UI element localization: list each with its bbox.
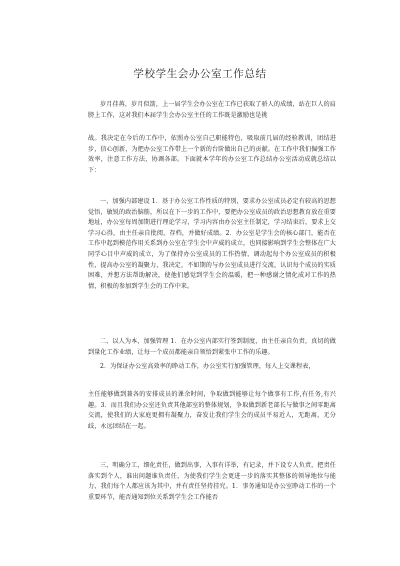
document-title: 学校学生会办公室工作总结: [133, 68, 267, 80]
paragraph-section-2-cont: 主任能够做到兼各的安排成员的课余时间，争取做到能够让每个做事有工作,有任务,有兴趣。3．而且我们办公室还负责其他部室的整体规划，争取做到新老部长与做事之间零距离交流，使我们的大家庭更拥有凝聚力，奋发让我们学生会的成员平易近人，无距离，无分歧，永远团结在一起。: [88, 391, 336, 430]
paragraph-section-3: 三、明确分工，细化责任，做到出事，入事有详举，有记录，并下设专人负责，把责任落实到个人，谁出问题谁负责任，为使我们学生会更进一步的落实其整体的领导地位与能力，我们每个人都应该为其中，并有责任坚持挂究。1．事务通知是办公室睁动工作的一个重要环节，能否通知到位关系到学生会工作能否: [88, 462, 336, 501]
paragraph-section-2-item-2: 2．为保证办公室高效率的睁动工作，办公室实行加强管理，每人上交课程表，: [100, 363, 315, 370]
paragraph-intro: 岁月荏苒，岁月似箭，上一届学生会办公室在工作已获取了骄人的成绩，站在巨人的肩膀上工作，这对我们本届学生会办公室主任的工作既是激励也是挑: [88, 101, 336, 119]
paragraph-intro-cont: 战。我决定在今后的工作中，依照办公室自己职能特色，吸取前几届的经验教训，团结进步，信心创新，为把办公室工作带上一个新的台阶做出自己的贡献。在工作中我们倔强工作效率，注意工作方法，协调各部。下面就本学年的办公室工作总结办公室活动成就总结以下：: [88, 135, 336, 174]
paragraph-section-1: 一、加强内部建设 1．基于办公室工作性质的特别，要求办公室成员必定有较高的思想觉悟，敏锐的政治脑筋，所以在下一步的工作中，要把办公室成员的政治思想教育放在重要地址，办公室每周加期进行理论学习，学习内容由办公室主任制定，学习结束后，要求上交学习心得，由主任亲自批阅，存档，并做好成绩。2．办公室是学生会的核心部门，能否在工作中起到模范作用关系到办公室在学生会中声威的成立，也同接影响到学生会整体在广大同学心目中声威的成立，为了保持办公室成员的工作热情，调动起每个办公室成员的积极性，提高办公室的凝聚力，我决定，不如期的与办公室成员进行交流，认识每个成员的实质困难，并想方法帮助解决，使他们感觉到学生会的温暖，把一种感谢之情化成对工作的热情，积极的参加到学生会的工作中来。: [88, 198, 336, 290]
paragraph-section-2: 二、以人为本，加强管理 1．在办公室内部实行签到制度，由主任亲自负责，真切的做到量化工作业绩，让每一个成员都能亲自领悟到紧张中工作的乐趣。: [88, 338, 336, 356]
